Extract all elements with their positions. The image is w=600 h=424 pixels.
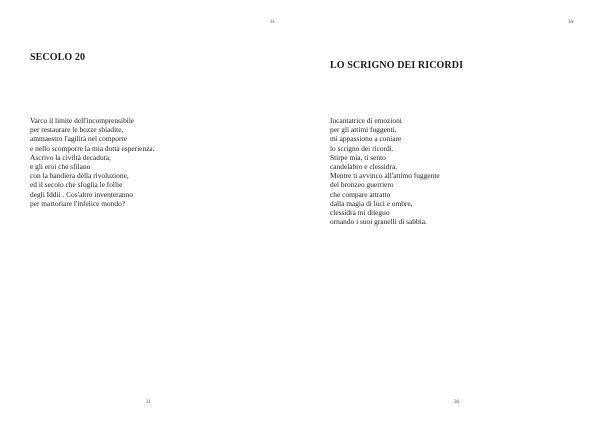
poem-line: con la bandiera della rivoluzione, [30, 171, 129, 181]
poem-line: e nello scomporre la mia dotta esperienza. [30, 143, 155, 153]
right-top-page-number: 36 [568, 20, 573, 25]
poem-line: Stirpe mia, ti sento [330, 152, 386, 162]
poem-line: mi appassiono a coniare [330, 134, 402, 144]
poem-line: per gli attimi fuggenti, [330, 125, 397, 135]
poem-line: che compare attratto [330, 189, 391, 199]
poem-line: degli Iddii . Cos'altro inventeranno [30, 189, 133, 199]
right-poem-title: LO SCRIGNO DEI RICORDI [330, 60, 464, 71]
poem-line: ed il secolo che sfoglia le follie [30, 180, 123, 190]
poem-line: lo scrigno dei ricordi. [330, 143, 394, 153]
right-bottom-page-number: 36 [454, 400, 459, 405]
poem-line: Mentre ti avvinco all'attimo fuggente [330, 171, 440, 181]
poem-line: candelabro e clessidra. [330, 162, 398, 172]
right-poem-body [330, 116, 440, 226]
left-poem-body [30, 116, 155, 208]
poem-line: clessidra mi dileguo [330, 208, 390, 218]
left-poem-title: SECOLO 20 [30, 52, 86, 63]
right-page [300, 0, 600, 424]
poem-line: ammaestro l'agilità nel comporre [30, 134, 128, 144]
poem-line: Ascrivo la civiltà decaduta, [30, 152, 111, 162]
poem-line: per restaurare le bozze sbiadite, [30, 125, 124, 135]
left-bottom-page-number: 31 [146, 400, 151, 405]
poem-line: Incantatrice di emozioni [330, 116, 402, 125]
poem-line: dalla magia di luci e ombre, [330, 198, 413, 208]
poem-line: del bronzeo guerriero [330, 180, 394, 190]
left-top-page-number: 31 [270, 20, 275, 25]
poem-line: per martoriare l'infelice mondo? [30, 198, 126, 208]
poem-line: e gli eroi che sfilano [30, 162, 91, 172]
poem-line: Varco il limite dell'incomprensibile [30, 116, 135, 125]
poem-line: ornando i suoi granelli di sabbia. [330, 217, 427, 227]
